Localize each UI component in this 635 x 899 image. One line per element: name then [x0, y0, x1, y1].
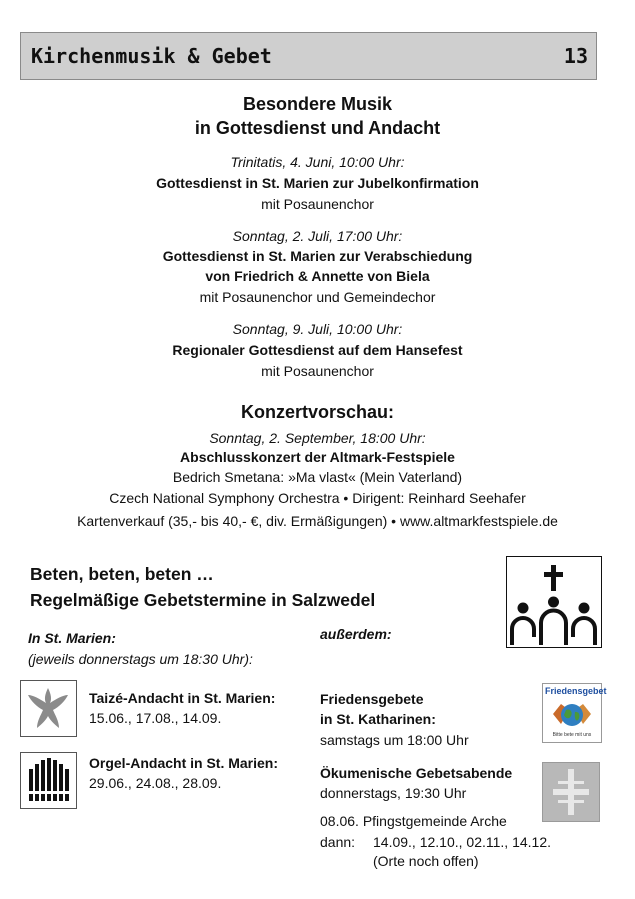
event-date: Sonntag, 9. Juli, 10:00 Uhr: [232, 321, 403, 337]
concert-date: Sonntag, 2. September, 18:00 Uhr: [209, 430, 426, 446]
concert-tickets: Kartenverkauf (35,- bis 40,- €, div. Ermäßigungen) • www.altmarkfestspiele.de [77, 513, 558, 529]
ecumenical-cross-icon [542, 762, 600, 822]
taize-dates: 15.06., 17.08., 14.09. [89, 710, 222, 726]
event-title: Gottesdienst in St. Marien zur Verabschiedung [162, 248, 473, 264]
ecumenical-time: donnerstags, 19:30 Uhr [320, 785, 467, 801]
peace-title-line2: in St. Katharinen: [320, 711, 436, 727]
section-title: Kirchenmusik & Gebet [31, 44, 272, 68]
logo-text-top: Friedensgebet [545, 686, 607, 696]
event-title: von Friedrich & Annette von Biela [205, 268, 430, 284]
peace-title-line1: Friedensgebete [320, 691, 424, 707]
page-number: 13 [563, 44, 588, 68]
peace-time: samstags um 18:00 Uhr [320, 732, 469, 748]
organ-pipes-icon [20, 752, 77, 809]
event-note: mit Posaunenchor und Gemeindechor [199, 289, 436, 305]
music-title-line2: in Gottesdienst und Andacht [194, 118, 441, 138]
page-header [20, 32, 597, 80]
event-date: Sonntag, 2. Juli, 17:00 Uhr: [232, 228, 403, 244]
praying-people-cross-icon [506, 556, 602, 648]
event-title: Gottesdienst in St. Marien zur Jubelkonfirmation [156, 175, 479, 191]
event-date: Trinitatis, 4. Juni, 10:00 Uhr: [230, 154, 405, 170]
ecumenical-line2-dates: 14.09., 12.10., 02.11., 14.12. [373, 834, 551, 850]
prayer-heading-line2: Regelmäßige Gebetstermine in Salzwedel [30, 590, 376, 610]
organ-dates: 29.06., 24.08., 28.09. [89, 775, 222, 791]
right-heading: außerdem: [320, 626, 392, 642]
left-subheading: (jeweils donnerstags um 18:30 Uhr): [28, 651, 253, 667]
taize-title: Taizé-Andacht in St. Marien: [89, 690, 276, 706]
prayer-heading-line1: Beten, beten, beten … [30, 564, 214, 584]
event-note: mit Posaunenchor [261, 363, 374, 379]
left-heading: In St. Marien: [28, 630, 116, 646]
dove-icon [20, 680, 77, 737]
ecumenical-line3: (Orte noch offen) [373, 853, 479, 869]
concert-title: Abschlusskonzert der Altmark-Festspiele [180, 449, 455, 465]
music-title-line1: Besondere Musik [242, 94, 393, 114]
concert-orchestra: Czech National Symphony Orchestra • Dirigent: Reinhard Seehafer [109, 490, 526, 506]
event-note: mit Posaunenchor [261, 196, 374, 212]
ecumenical-line1: 08.06. Pfingstgemeinde Arche [320, 813, 507, 829]
concert-program: Bedrich Smetana: »Ma vlast« (Mein Vaterland) [172, 469, 463, 485]
ecumenical-line2-label: dann: [320, 834, 356, 850]
logo-text-bottom: Bitte bete mit uns [552, 732, 592, 738]
concert-heading: Konzertvorschau: [240, 402, 395, 422]
ecumenical-title: Ökumenische Gebetsabende [320, 765, 513, 781]
event-title: Regionaler Gottesdienst auf dem Hansefest [172, 342, 463, 358]
friedensgebet-logo [542, 683, 607, 743]
organ-title: Orgel-Andacht in St. Marien: [89, 755, 279, 771]
